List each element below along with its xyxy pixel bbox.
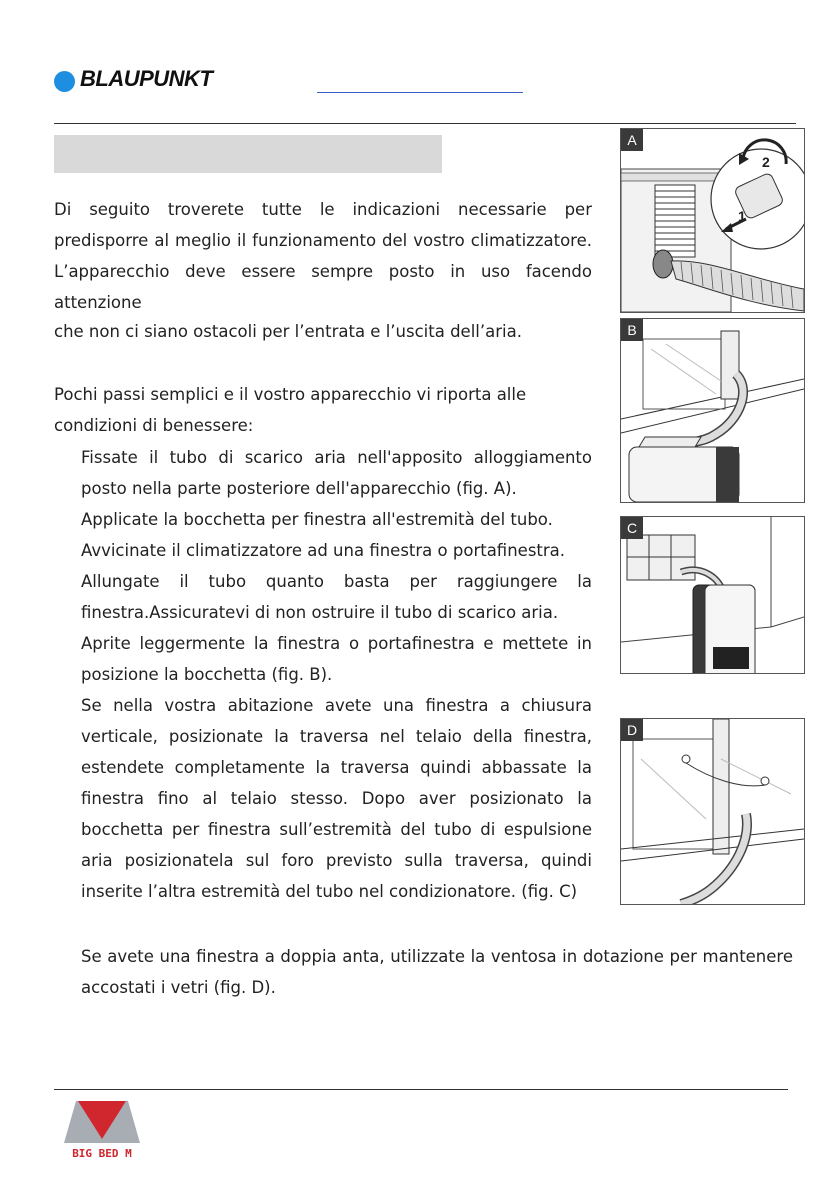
section-heading-box [54,135,442,173]
figure-b-label: B [621,319,643,341]
footer-logo-text: BIG BED M [72,1147,132,1159]
brand-logo-text: BLAUPUNKT [80,66,213,91]
steps-list [81,442,592,907]
brand-logo-dot [54,71,75,92]
step-item: Fissate il tubo di scarico aria nell'apposito alloggiamento posto nella parte posteriore dell'apparecchio (fig. A). [81,448,592,498]
figure-a-step1: 1 [738,208,746,224]
header-divider [54,123,796,124]
figure-d-label: D [621,719,643,741]
figure-d [620,718,805,905]
step-item: Se nella vostra abitazione avete una finestra a chiusura verticale, posizionate la traversa nel telaio della finestra, estendete completamente la traversa quindi abbassate la finestra fino al telaio stesso. Dopo aver posizionato la bocchetta per finestra sull’estremità del tubo di espulsione aria posizionatela sul foro previsto sulla traversa, quindi inserite l’altra estremità del tubo nel condizionatore. (fig. C) [81,696,592,901]
figure-b [620,318,805,503]
header-link-underline[interactable] [317,92,523,93]
footer-divider [54,1089,788,1090]
step-item: Applicate la bocchetta per finestra all'estremità del tubo. [81,510,553,529]
figure-d-illustration [621,719,804,904]
intro-paragraph: Di seguito troverete tutte le indicazioni necessarie per predisporre al meglio il funzionamento del vostro climatizzatore. L’apparecchio deve essere sempre posto in uso facendo attenzione [54,200,592,312]
intro-paragraph-tail: che non ci siano ostacoli per l’entrata e l’uscita dell’aria. [54,322,522,341]
step-item: Aprite leggermente la finestra o portafinestra e mettete in posizione la bocchetta (fig. B). [81,634,592,684]
figure-c [620,516,805,674]
figure-a-step2: 2 [762,154,770,170]
steps-intro: Pochi passi semplici e il vostro apparecchio vi riporta alle condizioni di benessere: [54,385,527,435]
figure-c-label: C [621,517,643,539]
figure-a-label: A [621,129,643,151]
step-item: Avvicinate il climatizzatore ad una finestra o portafinestra. [81,541,566,560]
figure-c-illustration [621,517,804,673]
step-item: Allungate il tubo quanto basta per raggiungere la finestra.Assicuratevi di non ostruire il tubo di scarico aria. [81,572,592,622]
step-item-last: Se avete una finestra a doppia anta, utilizzate la ventosa in dotazione per mantenere accostati i vetri (fig. D). [81,947,793,997]
footer-logo [62,1101,142,1159]
figure-a [620,128,805,313]
figure-a-illustration [621,129,804,312]
figure-b-illustration [621,319,804,502]
